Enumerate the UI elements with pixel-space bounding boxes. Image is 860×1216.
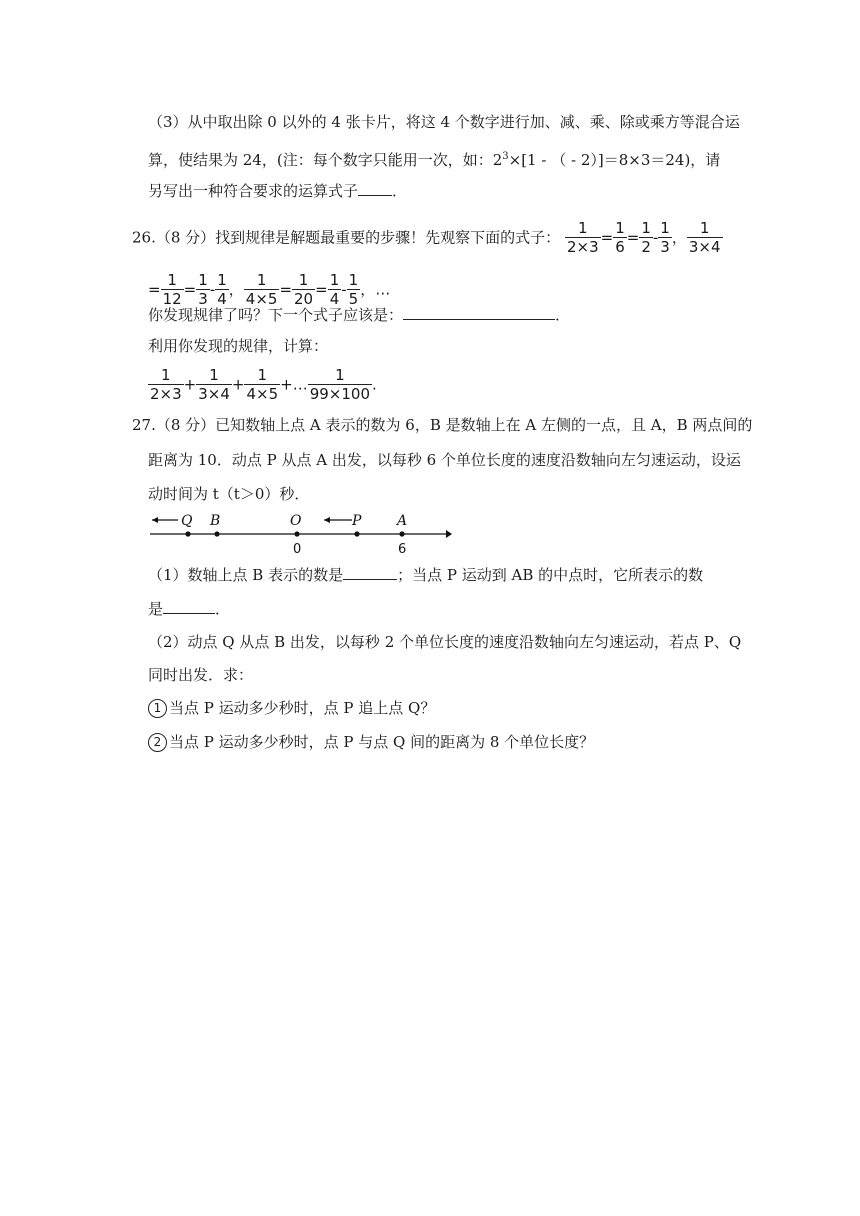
- point-a: [399, 531, 404, 536]
- q27-line1: 27.（8 分）已知数轴上点 A 表示的数为 6，B 是数轴上在 A 左侧的一点，且 A，B 两点间的: [132, 416, 753, 434]
- q25-part3-line1: （3）从中取出除 0 以外的 4 张卡片，将这 4 个数字进行加、减、乘、除或乘方等混合运: [148, 113, 740, 131]
- q27-line3: 动时间为 t（t＞0）秒．: [148, 485, 310, 503]
- label-q: Q: [181, 513, 193, 529]
- fraction: $\frac{1}{20}$: [294, 271, 314, 308]
- q27-part2-line1: （2）动点 Q 从点 B 出发，以每秒 2 个单位长度的速度沿数轴向左匀速运动，若点 P、Q: [148, 633, 742, 651]
- fraction: $\frac{1}{3}$: [198, 271, 208, 308]
- point-b: [214, 531, 219, 536]
- fraction: $\frac{1}{3}$: [660, 219, 670, 256]
- fraction: $\frac{1}{99\times 100}$: [309, 366, 370, 403]
- p-arrow-icon: [324, 517, 330, 523]
- number-line-figure: [146, 508, 456, 558]
- answer-blank[interactable]: [403, 305, 555, 320]
- fraction: $\frac{1}{3\times 4}$: [688, 219, 721, 256]
- circled-number-1: 1: [148, 699, 167, 718]
- q-arrow-icon: [152, 517, 158, 523]
- fraction: $\frac{1}{6}$: [615, 219, 625, 256]
- q26-sum-row: $\frac{1}{2\times 3}$ + $\frac{1}{3\times 4}$ + $\frac{1}{4\times 5}$ +… $\frac{1}{99\times 100}$ .: [150, 366, 377, 403]
- label-p: P: [352, 513, 362, 529]
- tick-six: 6: [398, 542, 407, 557]
- q25-part3-line3: 另写出一种符合要求的运算式子 ．: [148, 182, 408, 200]
- point-q: [185, 531, 190, 536]
- q26-found-rule: 你发现规律了吗？下一个式子应该是： ．: [148, 306, 571, 324]
- q27-sub1: 1 当点 P 运动多少秒时，点 P 追上点 Q？: [148, 697, 435, 718]
- fraction: $\frac{1}{3\times 4}$: [198, 366, 230, 403]
- fraction: $\frac{1}{4}$: [217, 271, 227, 308]
- fraction: $\frac{1}{4\times 5}$: [246, 366, 279, 403]
- answer-blank[interactable]: [358, 181, 392, 196]
- axis-arrow-icon: [446, 530, 452, 538]
- label-a: A: [397, 513, 408, 529]
- fraction: $\frac{1}{2}$: [641, 219, 651, 256]
- fraction: $\frac{1}{12}$: [162, 271, 182, 308]
- q27-sub2: 2 当点 P 运动多少秒时，点 P 与点 Q 间的距离为 8 个单位长度？: [148, 731, 594, 752]
- fraction: $\frac{1}{2\times 3}$: [566, 219, 599, 256]
- q27-line2: 距离为 10．动点 P 从点 A 出发，以每秒 6 个单位长度的速度沿数轴向左匀速运动，设运: [148, 451, 741, 469]
- label-o: O: [290, 513, 302, 529]
- q27-part2-line2: 同时出发．求：: [148, 666, 254, 684]
- answer-blank[interactable]: [163, 599, 215, 614]
- tick-zero: 0: [293, 542, 302, 557]
- q25-part3-line2: 算，使结果为 24，(注：每个数字只能用一次，如：$2^3\times[1$ - （ - 2）]＝8×3＝24)，请: [148, 151, 721, 169]
- label-b: B: [210, 513, 221, 529]
- point-p: [354, 531, 359, 536]
- fraction: $\frac{1}{5}$: [348, 271, 359, 308]
- fraction: $\frac{1}{4\times 5}$: [245, 271, 278, 308]
- q26-examples-row: = $\frac{1}{12}$ = $\frac{1}{3}$ - $\frac{1}{4}$ ， $\frac{1}{4\times 5}$ = $\frac{1}{20}$ = $\frac{1}{4}$ - $\frac{1}{5}$ ，…: [148, 271, 391, 308]
- q26-intro: 26.（8 分）找到规律是解题最重要的步骤！先观察下面的式子：: [132, 228, 561, 247]
- point-o: [294, 531, 299, 536]
- q27-part1-line1: （1）数轴上点 B 表示的数是 ；当点 P 运动到 AB 的中点时，它所表示的数: [148, 566, 704, 584]
- answer-blank[interactable]: [343, 565, 397, 580]
- circled-number-2: 2: [148, 733, 167, 752]
- fraction: $\frac{1}{4}$: [329, 271, 340, 308]
- fraction: $\frac{1}{2\times 3}$: [150, 366, 182, 403]
- q27-part1-line2: 是 ．: [148, 600, 231, 618]
- q26-intro-row: 26.（8 分）找到规律是解题最重要的步骤！先观察下面的式子： $\frac{1}{2\times 3}$ = $\frac{1}{6}$ = $\frac{1}{2}$ - $\frac{1}{3}$ ， $\frac{1}{3\times 4}$: [132, 219, 721, 256]
- q26-use-rule: 利用你发现的规律，计算：: [148, 337, 329, 355]
